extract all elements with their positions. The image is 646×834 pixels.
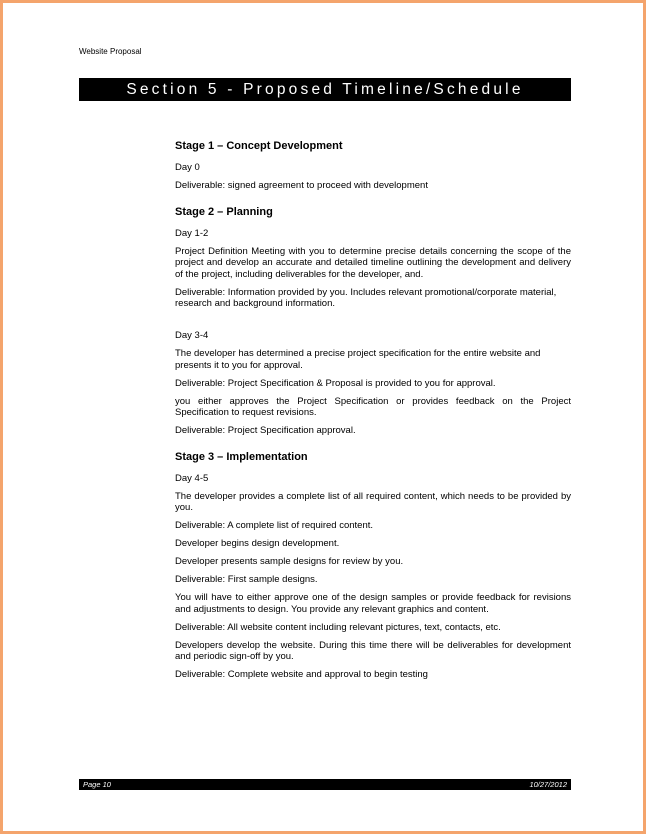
page-number: Page 10 <box>83 780 111 789</box>
stage-3-paragraph: Deliverable: A complete list of required content. <box>175 520 374 531</box>
stage-2-paragraph: Deliverable: Information provided by you. Includes relevant promotional/corporate material, research and background information. <box>175 286 557 309</box>
stage-2-day-1-2: Day 1-2 <box>175 227 209 239</box>
footer-date: 10/27/2012 <box>529 780 567 789</box>
stage-2-paragraph: you either approves the Project Specification or provides feedback on the Project Specification to request revisions. <box>175 395 571 418</box>
stage-2-day-3-4: Day 3-4 <box>175 330 209 341</box>
timeline-content <box>175 140 571 695</box>
section-title-bar: Section 5 - Proposed Timeline/Schedule <box>79 78 571 101</box>
stage-1-deliverable: Deliverable: signed agreement to proceed with development <box>175 180 428 191</box>
stage-2-title: Stage 2 – Planning <box>175 205 273 218</box>
stage-2 <box>175 206 571 437</box>
stage-1 <box>175 140 571 192</box>
stage-1-day: Day 0 <box>175 162 200 173</box>
running-header: Website Proposal <box>79 47 142 56</box>
stage-3-paragraph: Developers develop the website. During this time there will be deliverables for development and periodic sign-off by you. <box>175 639 571 662</box>
stage-2-paragraph: Deliverable: Project Specification approval. <box>175 425 356 436</box>
stage-1-title: Stage 1 – Concept Development <box>175 140 343 152</box>
stage-3-paragraph: The developer provides a complete list of all required content, which needs to be provided by you. <box>175 490 571 513</box>
stage-3-day: Day 4-5 <box>175 472 209 484</box>
stage-3-paragraph: Deliverable: First sample designs. <box>175 574 318 585</box>
stage-2-paragraph: The developer has determined a precise project specification for the entire website and presents it to you for approval. <box>175 348 541 371</box>
stage-3-paragraph: Deliverable: All website content including relevant pictures, text, contacts, etc. <box>175 621 501 633</box>
stage-3-title: Stage 3 – Implementation <box>175 450 308 463</box>
stage-2-paragraph: Project Definition Meeting with you to determine precise details concerning the scope of the project and develop an accurate and detailed timeline outlining the development and delivery of the project, including deliverables for the developer, and. <box>175 245 571 280</box>
stage-3 <box>175 451 571 681</box>
stage-3-paragraph: Developer begins design development. <box>175 538 340 549</box>
stage-3-paragraph: Deliverable: Complete website and approval to begin testing <box>175 669 428 680</box>
stage-3-paragraph: Developer presents sample designs for review by you. <box>175 556 404 567</box>
stage-3-paragraph: You will have to either approve one of the design samples or provide feedback for revisions and adjustments to design. You provide any relevant graphics and content. <box>175 592 571 615</box>
stage-2-paragraph: Deliverable: Project Specification & Proposal is provided to you for approval. <box>175 377 496 389</box>
footer-bar <box>79 779 571 790</box>
